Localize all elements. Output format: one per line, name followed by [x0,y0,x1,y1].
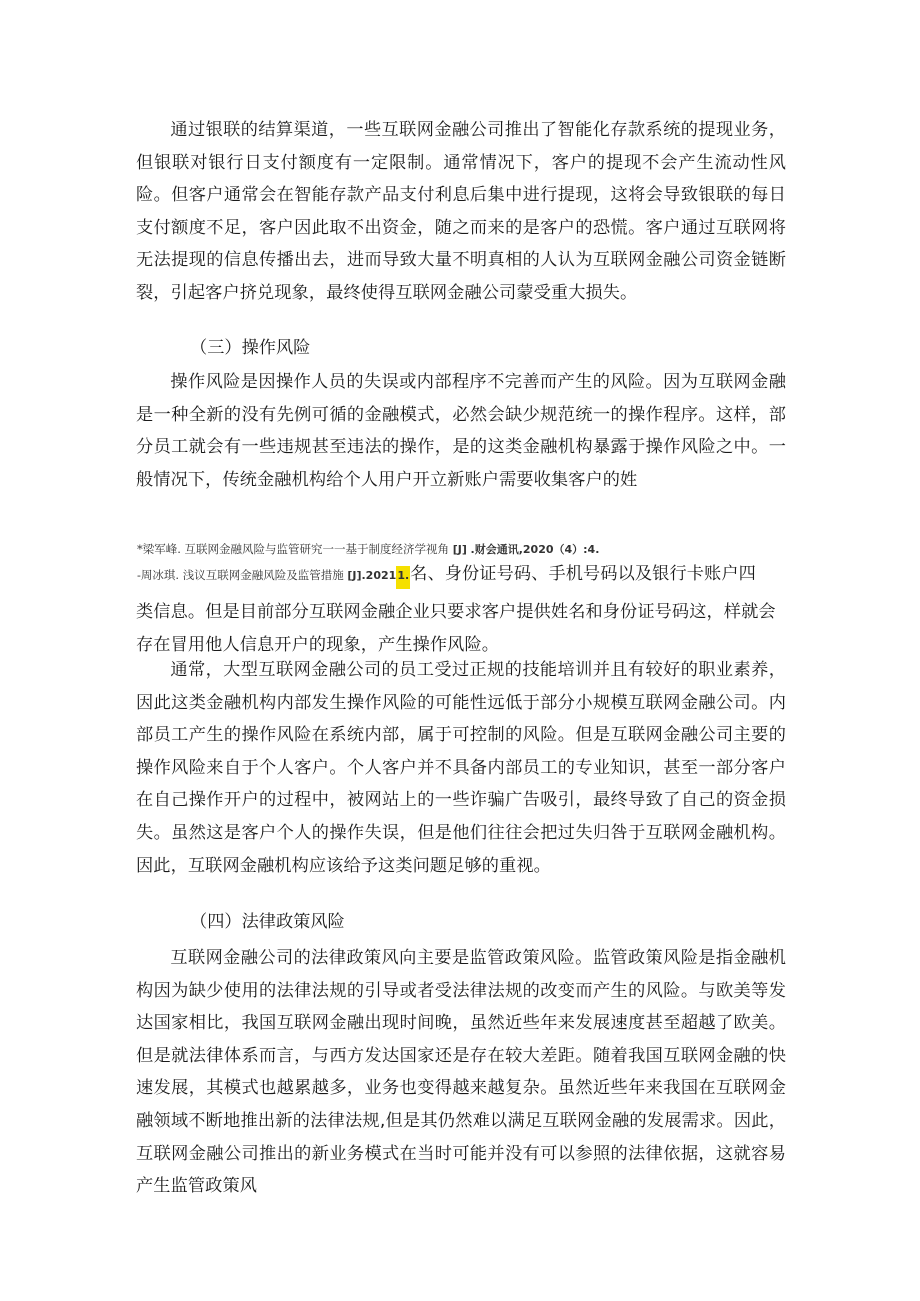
section-heading-legal-policy-risk: （四）法律政策风险 [190,912,345,932]
footnote-2-line [137,566,756,584]
paragraph-internal-staff-risk: 通常，大型互联网金融公司的员工受过正规的技能培训并且有较好的职业素养，因此这类金融机构内部发生操作风险的可能性远低于部分小规模互联网金融公司。内部员工产生的操作风险在系统内部，属于可控制的风险。但是互联网金融公司主要的操作风险来自于个人客户。个人客户并不具备内部员工的专业知识，甚至一部分客户在自己操作开户的过程中，被网站上的一些诈骗广告吸引，最终导致了自己的资金损失。虽然这是客户个人的操作失误，但是他们往往会把过失归咎于互联网金融机构。因此，互联网金融机构应该给予这类问题足够的重视。 [136,660,786,876]
footnote-2-tag: [J].2021 [347,569,397,582]
paragraph-operational-risk: 操作风险是因操作人员的失误或内部程序不完善而产生的风险。因为互联网金融是一种全新的没有先例可循的金融模式，必然会缺少规范统一的操作程序。这样，部分员工就会有一些违规甚至违法的操作，是的这类金融机构暴露于操作风险之中。一般情况下，传统金融机构给个人用户开立新账户需要收集客户的姓 [136,372,786,490]
section-heading-operational-risk: （三）操作风险 [190,338,311,358]
paragraph-liquidity-risk: 通过银联的结算渠道，一些互联网金融公司推出了智能化存款系统的提现业务，但银联对银行日支付额度有一定限制。通常情况下，客户的提现不会产生流动性风险。但客户通常会在智能存款产品支付利息后集中进行提现，这将会导致银联的每日支付额度不足，客户因此取不出资金，随之而来的是客户的恐慌。客户通过互联网将无法提现的信息传播出去，进而导致大量不明真相的人认为互联网金融公司资金链断裂，引起客户挤兑现象，最终使得互联网金融公司蒙受重大损失。 [136,120,786,303]
footnote-2-highlight-mark: 1. [396,566,410,589]
footnote-1-tail: .财会通讯,2020（4）:4. [470,543,600,556]
paragraph-operational-risk-continued: 类信息。但是目前部分互联网金融企业只要求客户提供姓名和身份证号码这，样就会存在冒用他人信息开户的现象，产生操作风险。 [136,602,776,655]
paragraph-legal-policy-risk: 互联网金融公司的法律政策风向主要是监管政策风险。监管政策风险是指金融机构因为缺少使用的法律法规的引导或者受法律法规的改变而产生的风险。与欧美等发达国家相比，我国互联网金融出现时间晚，虽然近些年来发展速度甚至超越了欧美。但是就法律体系而言，与西方发达国家还是存在较大差距。随着我国互联网金融的快速发展，其模式也越累越多，业务也变得越来越复杂。虽然近些年来我国在互联网金融领域不断地推出新的法律法规,但是其仍然难以满足互联网金融的发展需求。因此，互联网金融公司推出的新业务模式在当时可能并没有可以参照的法律依据，这就容易产生监管政策风 [136,948,786,1197]
footnote-1 [137,541,599,558]
footnote-2-text: -周冰琪. 浅议互联网金融风险及监管措施 [137,568,344,582]
paragraph-continuation-line: 名、身份证号码、手机号码以及银行卡账户四 [410,564,756,584]
footnote-1-tag: [J] [452,543,467,556]
footnote-1-text: *梁军峰. 互联网金融风险与监管研究一一基于制度经济学视角 [137,542,450,556]
